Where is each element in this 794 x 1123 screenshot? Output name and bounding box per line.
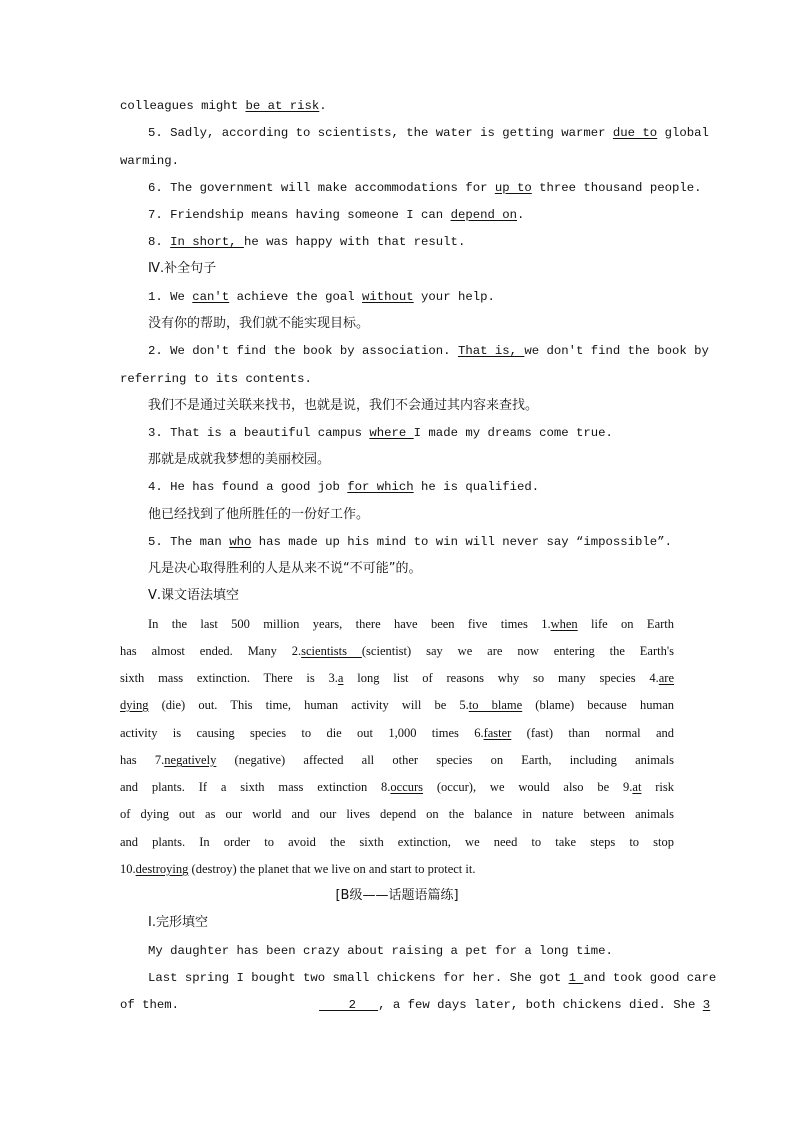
text-line	[0, 779, 794, 795]
answer: who	[229, 535, 252, 549]
text: (die) out. This time, human activity will be 5.	[148, 698, 469, 712]
text-line	[0, 289, 794, 305]
answer: negatively	[164, 753, 217, 767]
text-line	[0, 153, 794, 169]
text: activity is causing species to die out 1,000 times 6.	[120, 726, 484, 740]
text: .	[319, 99, 327, 113]
text: 1. We	[148, 290, 193, 304]
text: he was happy with that result.	[243, 235, 466, 249]
answer: are	[658, 671, 674, 685]
text: (destroy) the planet that we live on and start to protect it.	[188, 862, 476, 876]
text-line	[0, 725, 794, 741]
answer: can't	[192, 290, 230, 304]
answer: where	[369, 426, 414, 440]
answer: at	[632, 780, 642, 794]
text: , a few days later, both chickens died. She	[378, 998, 703, 1012]
text-line	[0, 970, 794, 986]
text: has almost ended. Many 2.	[120, 644, 302, 658]
text: long list of reasons why so many species 4.	[343, 671, 659, 685]
text: 2. We don't find the book by association.	[148, 344, 458, 358]
translation: 凡是决心取得胜利的人是从来不说“不可能”的。	[148, 561, 422, 576]
text: (blame) because human	[522, 698, 674, 712]
text: we don't find the book by	[524, 344, 709, 358]
answer: scientists	[301, 644, 362, 658]
text-line	[0, 180, 794, 196]
text-line	[0, 534, 794, 550]
text-line	[0, 697, 794, 713]
translation: 他已经找到了他所胜任的一份好工作。	[148, 507, 370, 522]
text-line	[0, 643, 794, 659]
text: In the last 500 million years, there have been five times 1.	[148, 617, 551, 631]
text-line	[0, 425, 794, 441]
text-line	[0, 343, 794, 359]
text: 3. That is a beautiful campus	[148, 426, 370, 440]
section-b-title: [B级——话题语篇练]	[335, 888, 459, 903]
text: achieve the goal	[229, 290, 363, 304]
answer: when	[550, 617, 578, 631]
translation: 没有你的帮助，我们就不能实现目标。	[148, 316, 370, 331]
text: and plants. In order to avoid the sixth extinction, we need to take steps to stop	[120, 835, 674, 849]
text-line	[0, 670, 794, 686]
text: and took good care	[583, 971, 717, 985]
text: risk	[641, 780, 675, 794]
text: (occur), we would also be 9.	[423, 780, 633, 794]
text: colleagues might	[120, 99, 246, 113]
text: (fast) than normal and	[511, 726, 674, 740]
text: and plants. If a sixth mass extinction 8.	[120, 780, 391, 794]
answer: for which	[347, 480, 414, 494]
text: Last spring I bought two small chickens for her. She got	[148, 971, 569, 985]
answer: up to	[494, 181, 532, 195]
text: 4. He has found a good job	[148, 480, 348, 494]
text-line	[0, 125, 794, 141]
section-heading-1: Ⅰ.完形填空	[148, 915, 208, 930]
text: .	[516, 208, 525, 222]
text: global	[657, 126, 709, 140]
answer: to blame	[468, 698, 523, 712]
text: has made up his mind to win will never say “impossible”.	[251, 535, 672, 549]
blank-1: 1	[568, 971, 584, 985]
answer: without	[362, 290, 414, 304]
text-line	[0, 234, 794, 250]
text-line: My daughter has been crazy about raising a pet for a long time.	[148, 944, 613, 958]
answer: a	[337, 671, 344, 685]
section-heading-5: Ⅴ.课文语法填空	[148, 588, 240, 603]
text-line	[0, 207, 794, 223]
text: 7. Friendship means having someone I can	[148, 208, 451, 222]
answer: occurs	[390, 780, 424, 794]
answer: depend on	[450, 208, 517, 222]
text-line	[0, 752, 794, 768]
text: warming.	[120, 154, 180, 168]
text-line	[0, 98, 794, 114]
answer: destroying	[135, 862, 189, 876]
text: life on Earth	[577, 617, 675, 631]
text-line	[0, 834, 794, 850]
text-line	[0, 616, 794, 632]
answer: That is,	[457, 344, 525, 358]
text: (negative) affected all other species on Earth, including animals	[216, 753, 675, 767]
translation: 那就是成就我梦想的美丽校园。	[148, 452, 331, 467]
text: of them.	[120, 998, 180, 1012]
text: three thousand people.	[531, 181, 702, 195]
text-line	[0, 997, 794, 1013]
text: 5. The man	[148, 535, 230, 549]
section-heading-4: Ⅳ.补全句子	[148, 261, 217, 276]
blank-3: 3	[702, 998, 711, 1012]
text: of dying out as our world and our lives depend on the balance in nature between animals	[120, 807, 674, 821]
text: he is qualified.	[413, 480, 540, 494]
text: 8.	[148, 235, 171, 249]
blank-2: 2	[319, 998, 379, 1012]
text: I made my dreams come true.	[413, 426, 613, 440]
text-line	[0, 806, 794, 822]
answer: In short,	[170, 235, 244, 249]
text-line	[0, 861, 794, 877]
answer: dying	[120, 698, 149, 712]
text-line: referring to its contents.	[120, 372, 312, 386]
answer: faster	[483, 726, 512, 740]
text: (scientist) say we are now entering the Earth's	[361, 644, 674, 658]
text: sixth mass extinction. There is 3.	[120, 671, 338, 685]
answer: due to	[612, 126, 658, 140]
text: 5. Sadly, according to scientists, the water is getting warmer	[148, 126, 613, 140]
text: 6. The government will make accommodations for	[148, 181, 495, 195]
text: your help.	[413, 290, 495, 304]
text: 10.	[120, 862, 136, 876]
translation: 我们不是通过关联来找书，也就是说，我们不会通过其内容来查找。	[148, 398, 539, 413]
text-line	[0, 479, 794, 495]
text: has 7.	[120, 753, 165, 767]
answer: be at risk	[245, 99, 320, 113]
